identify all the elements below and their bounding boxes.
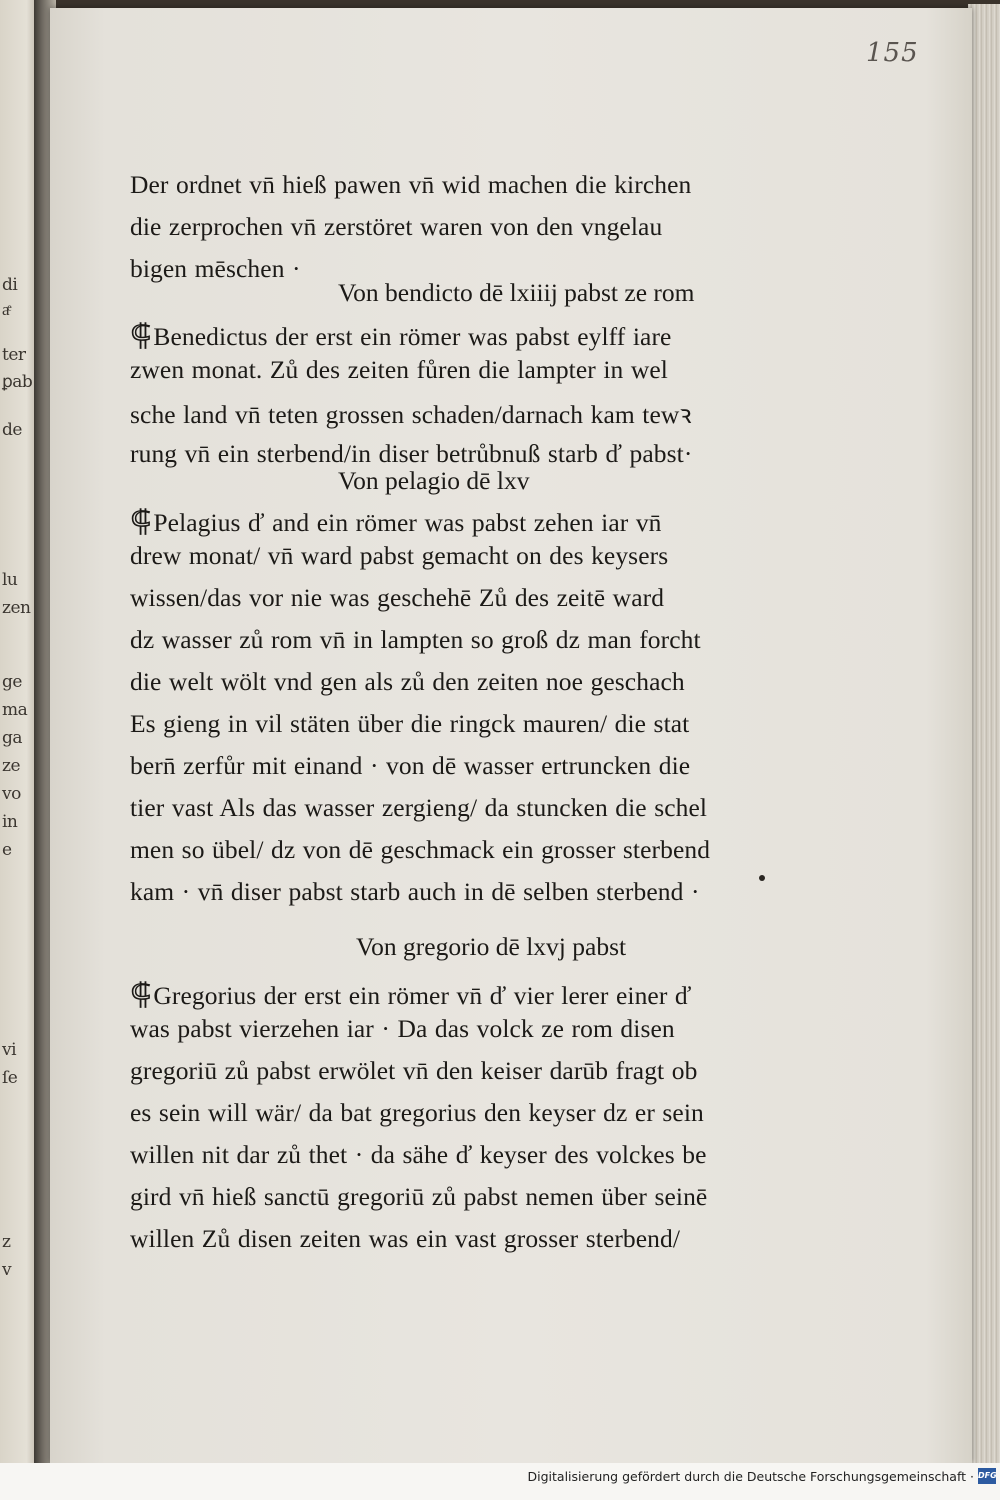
text-line: sche land vn̄ teten grossen schaden/darnach kam tewꝛ — [130, 400, 692, 429]
text-line: ⸿Gregorius der erst ein römer vn̄ ď vier lerer einer ď — [130, 977, 692, 1012]
text-line: wissen/das vor nie was geschehē Zů des zeitē ward — [130, 583, 665, 612]
text-line: tier vast Als das wasser zergieng/ da stuncken die schel — [130, 793, 708, 822]
text-line: rung vn̄ ein sterbend/in diser betrůbnuß starb ď pabst· — [130, 439, 693, 468]
text-line: Der ordnet vn̄ hieß pawen vn̄ wid machen die kirchen — [130, 170, 692, 199]
text-line: willen nit dar zů thet · da sähe ď keyser des volckes be — [130, 1140, 707, 1169]
text-line: drew monat/ vn̄ ward pabst gemacht on des keysers — [130, 541, 669, 570]
text-line: ⸿Benedictus der erst ein römer was pabst eylff iare — [130, 318, 672, 353]
text-line: gird vn̄ hieß sanctū gregoriū zů pabst nemen über seinē — [130, 1182, 708, 1211]
text-line: willen Zů disen zeiten was ein vast grosser sterbend/ — [130, 1224, 681, 1253]
folio-number: 155 — [866, 38, 919, 68]
section-heading: Von bendicto dē lxiiij pabst ze rom — [338, 278, 695, 307]
text-line: dz wasser zů rom vn̄ in lampten so groß dz man forcht — [130, 625, 701, 654]
text-line: Es gieng in vil stäten über die ringck mauren/ die stat — [130, 709, 690, 738]
paragraph-mark-icon: ⸿ — [130, 504, 152, 539]
text-line: ⸿Pelagius ď and ein römer was pabst zehen iar vn̄ — [130, 504, 662, 539]
text-line: bern̄ zerfůr mit einand · von dē wasser ertruncken die — [130, 751, 691, 780]
text-line: bigen mēschen · — [130, 254, 301, 283]
text-line: kam · vn̄ diser pabst starb auch in dē selben sterbend · — [130, 877, 700, 906]
funding-notice: Digitalisierung gefördert durch die Deutsche Forschungsgemeinschaft · — [527, 1469, 974, 1484]
section-heading: Von pelagio dē lxv — [338, 466, 530, 495]
text-line: was pabst vierzehen iar · Da das volck ze rom disen — [130, 1014, 675, 1043]
text-line: die zerprochen vn̄ zerstöret waren von den vngelau — [130, 212, 663, 241]
dfg-logo-icon: DFG — [978, 1468, 996, 1484]
text-line: gregoriū zů pabst erwölet vn̄ den keiser darūb fragt ob — [130, 1056, 698, 1085]
section-heading: Von gregorio dē lxvj pabst — [356, 932, 627, 961]
text-line: zwen monat. Zů des zeiten fůren die lampter in wel — [130, 355, 668, 384]
page-edges — [968, 4, 1000, 1466]
paragraph-mark-icon: ⸿ — [130, 977, 152, 1012]
ink-dot — [759, 875, 765, 881]
paragraph-mark-icon: ⸿ — [130, 318, 152, 353]
text-line: men so übel/ dz von dē geschmack ein grosser sterbend — [130, 835, 711, 864]
previous-page-sliver: di aͤ ter ꝑab de lu zen ge ma ga ze vo in e vi ſe z v — [0, 0, 38, 1500]
text-line: es sein will wär/ da bat gregorius den keyser dz er sein — [130, 1098, 704, 1127]
text-line: die welt wölt vnd gen als zů den zeiten noe geschach — [130, 667, 685, 696]
